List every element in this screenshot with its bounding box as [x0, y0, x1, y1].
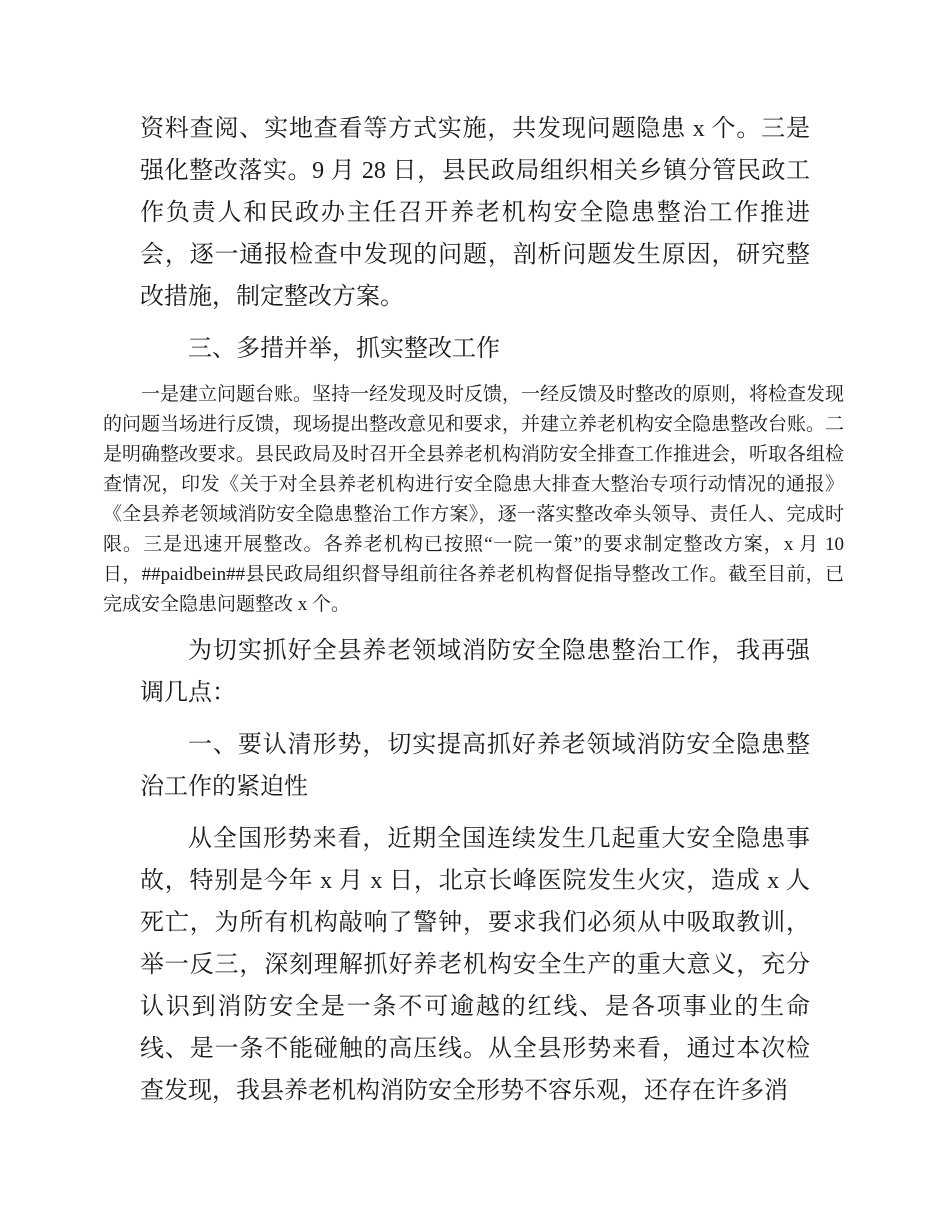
section-heading-one: 一、要认清形势，切实提高抓好养老领域消防安全隐患整治工作的紧迫性: [140, 732, 810, 800]
section-heading-three: 三、多措并举，抓实整改工作: [188, 336, 500, 362]
quote-paragraph: 一是建立问题台账。坚持一经发现及时反馈，一经反馈及时整改的原则，将检查发现的问题当场进行反馈，现场提出整改意见和要求，并建立养老机构安全隐患整改台账。二是明确整改要求。县民政局及时召开全县养老机构消防安全排查工作推进会，听取各组检查情况，印发《关于对全县养老机构进行安全隐患大排查大整治专项行动情况的通报》《全县养老领域消防安全隐患整治工作方案》，逐一落实整改牵头领导、责任人、完成时限。三是迅速开展整改。各养老机构已按照“一院一策”的要求制定整改方案，x 月 10 日，##paidbein##县民政局组织督导组前往各养老机构督促指导整改工作。截至目前，已完成安全隐患问题整改 x 个。: [103, 384, 845, 615]
body-paragraph-continuation: 资料查阅、实地查看等方式实施，共发现问题隐患 x 个。三是强化整改落实。9 月 28 日，县民政局组织相关乡镇分管民政工作负责人和民政办主任召开养老机构安全隐患整治工作推进会，逐一通报检查中发现的问题，剖析问题发生原因，研究整改措施，制定整改方案。: [140, 116, 810, 310]
body-paragraph-emphasis-intro: 为切实抓好全县养老领域消防安全隐患整治工作，我再强调几点：: [140, 638, 810, 706]
body-paragraph-situation: 从全国形势来看，近期全国连续发生几起重大安全隐患事故，特别是今年 x 月 x 日，北京长峰医院发生火灾，造成 x 人死亡，为所有机构敲响了警钟，要求我们必须从中吸取教训，举一反三，深刻理解抓好养老机构安全生产的重大意义，充分认识到消防安全是一条不可逾越的红线、是各项事业的生命线、是一条不能碰触的高压线。从全县形势来看，通过本次检查发现，我县养老机构消防安全形势不容乐观，还存在许多消: [140, 826, 810, 1104]
